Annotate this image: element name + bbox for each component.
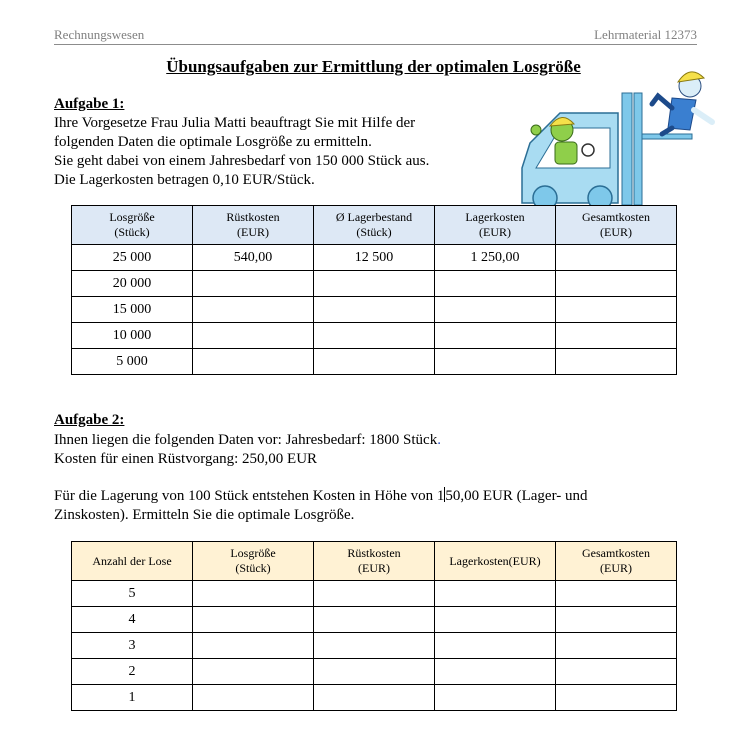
table-cell[interactable]: 20 000 — [72, 271, 193, 297]
table-cell[interactable] — [314, 685, 435, 711]
table-cell[interactable] — [556, 245, 677, 271]
table-row — [72, 607, 677, 633]
task2-line-3: Für die Lagerung von 100 Stück entstehen Kosten in Höhe von 150,00 EUR (Lager- und — [54, 488, 588, 504]
task2-line-2: Kosten für einen Rüstvorgang: 250,00 EUR — [54, 451, 318, 467]
table-row — [72, 685, 677, 711]
column-header-losgroesse: Losgröße (Stück) — [72, 206, 193, 245]
column-header-lagerbestand: Ø Lagerbestand (Stück) — [314, 206, 435, 245]
table-cell[interactable] — [556, 349, 677, 375]
table-row — [72, 581, 677, 607]
table-cell[interactable] — [314, 607, 435, 633]
table-cell[interactable]: 5 000 — [72, 349, 193, 375]
task2-table — [71, 541, 677, 711]
table-header-row — [72, 542, 677, 581]
table-cell[interactable] — [556, 633, 677, 659]
table-cell[interactable] — [193, 607, 314, 633]
table-cell[interactable] — [193, 581, 314, 607]
table-cell[interactable]: 2 — [72, 659, 193, 685]
column-header-lagerkosten: Lagerkosten (EUR) — [435, 206, 556, 245]
table-header-row — [72, 206, 677, 245]
table-cell[interactable]: 25 000 — [72, 245, 193, 271]
table-cell[interactable]: 540,00 — [193, 245, 314, 271]
table-row — [72, 271, 677, 297]
column-header-ruestkosten: Rüstkosten (EUR) — [193, 206, 314, 245]
table-cell[interactable] — [193, 323, 314, 349]
table-cell[interactable] — [314, 659, 435, 685]
task2-line-4: Zinskosten). Ermitteln Sie die optimale Losgröße. — [54, 507, 355, 523]
table-cell[interactable]: 15 000 — [72, 297, 193, 323]
forklift-illustration-icon — [500, 58, 720, 208]
header-subject: Rechnungswesen — [54, 27, 145, 42]
table-cell[interactable] — [193, 297, 314, 323]
column-header-gesamtkosten: Gesamtkosten (EUR) — [556, 206, 677, 245]
table-cell[interactable] — [435, 659, 556, 685]
table-cell[interactable]: 1 250,00 — [435, 245, 556, 271]
header-material-id: Lehrmaterial 12373 — [594, 27, 697, 42]
table-cell[interactable] — [556, 607, 677, 633]
table-cell[interactable]: 5 — [72, 581, 193, 607]
table-cell[interactable] — [193, 633, 314, 659]
table-cell[interactable] — [193, 349, 314, 375]
table-cell[interactable] — [556, 323, 677, 349]
table-cell[interactable] — [435, 323, 556, 349]
table-cell[interactable] — [314, 297, 435, 323]
task1-heading: Aufgabe 1: — [54, 96, 125, 112]
table-cell[interactable] — [193, 271, 314, 297]
task1-line-2: folgenden Daten die optimale Losgröße zu ermitteln. — [54, 134, 372, 150]
table-cell[interactable]: 10 000 — [72, 323, 193, 349]
task2-line-1: Ihnen liegen die folgenden Daten vor: Jahresbedarf: 1800 Stück. — [54, 432, 441, 448]
table-cell[interactable] — [314, 271, 435, 297]
table-cell[interactable]: 3 — [72, 633, 193, 659]
table-cell[interactable] — [314, 349, 435, 375]
column-header-losgroesse: Losgröße (Stück) — [193, 542, 314, 581]
table-row — [72, 659, 677, 685]
column-header-anzahl-lose: Anzahl der Lose — [72, 542, 193, 581]
task1-table — [71, 205, 677, 375]
table-cell[interactable] — [556, 659, 677, 685]
task1-line-4: Die Lagerkosten betragen 0,10 EUR/Stück. — [54, 172, 315, 188]
page-title: Übungsaufgaben zur Ermittlung der optimalen Losgröße — [166, 57, 581, 76]
table-cell[interactable] — [556, 271, 677, 297]
table-cell[interactable]: 12 500 — [314, 245, 435, 271]
column-header-ruestkosten: Rüstkosten (EUR) — [314, 542, 435, 581]
table-cell[interactable] — [193, 685, 314, 711]
table-cell[interactable] — [435, 685, 556, 711]
spellcheck-mark-icon: . — [437, 432, 441, 448]
table-cell[interactable] — [435, 581, 556, 607]
table-cell[interactable] — [435, 607, 556, 633]
table-cell[interactable]: 4 — [72, 607, 193, 633]
table-cell[interactable] — [314, 581, 435, 607]
task1-line-3: Sie geht dabei von einem Jahresbedarf von 150 000 Stück aus. — [54, 153, 430, 169]
table-row — [72, 633, 677, 659]
table-row — [72, 323, 677, 349]
table-row — [72, 297, 677, 323]
table-cell[interactable] — [435, 633, 556, 659]
table-row — [72, 349, 677, 375]
table-cell[interactable]: 1 — [72, 685, 193, 711]
table-cell[interactable] — [556, 297, 677, 323]
task2-heading: Aufgabe 2: — [54, 412, 125, 428]
task1-line-1: Ihre Vorgesetze Frau Julia Matti beauftragt Sie mit Hilfe der — [54, 115, 416, 131]
table-cell[interactable] — [314, 323, 435, 349]
table-cell[interactable] — [556, 685, 677, 711]
table-cell[interactable] — [435, 297, 556, 323]
column-header-lagerkosten: Lagerkosten(EUR) — [435, 542, 556, 581]
table-cell[interactable] — [435, 349, 556, 375]
header-rule — [54, 44, 697, 45]
table-row — [72, 245, 677, 271]
table-cell[interactable] — [193, 659, 314, 685]
table-cell[interactable] — [556, 581, 677, 607]
table-cell[interactable] — [435, 271, 556, 297]
column-header-gesamtkosten: Gesamtkosten (EUR) — [556, 542, 677, 581]
table-cell[interactable] — [314, 633, 435, 659]
